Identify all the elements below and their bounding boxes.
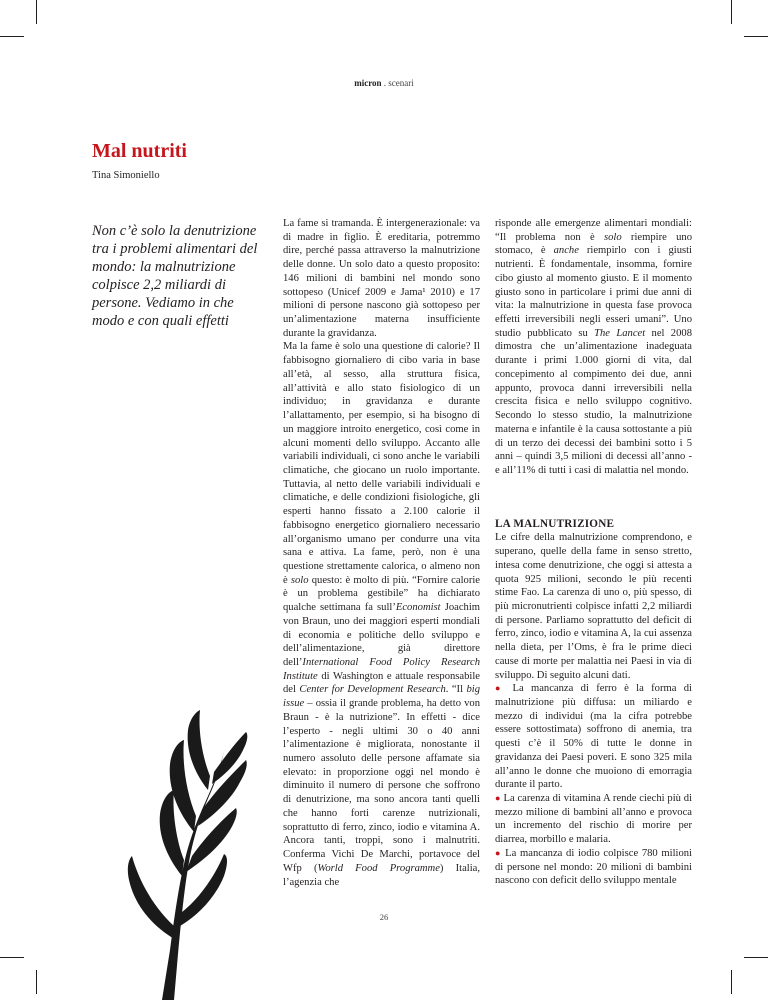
body-column-2 <box>495 217 692 887</box>
bullet-icon: ● <box>495 683 506 694</box>
text-run: La mancanza di ferro è la forma di malnutrizione più diffusa: un miliardo e mezzo di individui (ma la cifra potrebbe essere sottostimata) soffrono di anemia, tra questi c’è il 50% di tutte le donne in gravidanza dei Paesi poveri. E sono 325 mila all’anno le donne che muoiono di emorragia durante il parto. <box>495 683 693 791</box>
bullet-item <box>495 792 692 847</box>
emphasis: World Food Programme <box>317 862 440 874</box>
body-column-1 <box>283 217 480 887</box>
crop-mark <box>731 0 732 24</box>
paragraph <box>495 217 692 478</box>
bullet-icon: ● <box>495 847 502 858</box>
emphasis: solo <box>603 231 622 243</box>
crop-mark <box>744 36 768 37</box>
header-separator: . <box>381 78 389 88</box>
bullet-item <box>495 682 692 792</box>
article-title: Mal nutriti <box>92 140 187 162</box>
text-run: – ossia il grande problema, ha detto von Braun - è la nutrizione”. In effetti - dice l’esperto - negli ultimi 30 o 40 anni l’alimentazione è migliorata, nonostante il numero assoluto delle persone affamate sia elevato: in proporzione oggi nel mondo è diminuito il numero di persone che soffrono di denutrizione, ma sono ancora tanti quelli che hanno forti carenze nutrizionali, soprattutto di ferro, zinco, iodio e vitamina A. Ancora tanti, troppi, sono i malnutriti. Conferma Vichi De Marchi, portavoce del Wfp ( <box>283 698 480 874</box>
crop-mark <box>36 970 37 994</box>
wheat-leaf-icon <box>70 650 250 1000</box>
emphasis: International Food Policy Research Institute <box>283 657 480 682</box>
text-run: riempire uno stomaco, è <box>495 231 692 257</box>
text-run: riempirlo con i giusti nutrienti. È fondamentale, insomma, fornire cibo giusto al momento giusto. E il momento giusto sono in particolare i primi due anni di vita: la malnutrizione in questa fase provoca effetti irreversibili negli esseri umani”. Uno studio pubblicato su <box>495 245 692 339</box>
section-heading: LA MALNUTRIZIONE <box>495 517 615 530</box>
emphasis: The Lancet <box>594 327 646 339</box>
text-run: ) Italia, l’agenzia che <box>283 862 481 888</box>
article-lede: Non c’è solo la denutrizione tra i problemi alimentari del mondo: la malnutrizione colpisce 2,2 miliardi di persone. Vediamo in che modo e con quali effetti <box>92 223 258 329</box>
paragraph: La fame si tramanda. È intergenerazionale: va di madre in figlio. È ereditaria, potremmo dire, perché passa attraverso la malnutrizione delle donne. Un solo dato a questo proposito: 146 milioni di bambini nel mondo sono sottopeso (Unicef 2009 e Jama¹ 2010) e 17 milioni di persone nascono già sottopeso per un’alimentazione materna insufficiente durante la gravidanza. <box>283 218 480 339</box>
emphasis: Economist <box>395 602 441 614</box>
text-run: risponde alle emergenze alimentari mondiali: “Il problema non è <box>495 218 692 243</box>
paragraph <box>283 340 480 889</box>
running-header <box>0 78 768 88</box>
crop-mark <box>0 36 24 37</box>
bullet-icon: ● <box>495 793 501 804</box>
crop-mark <box>744 957 768 958</box>
emphasis: anche <box>553 245 579 257</box>
page-number: 26 <box>379 912 389 922</box>
header-section: scenari <box>388 78 414 88</box>
emphasis: solo <box>290 574 309 586</box>
text-run: Joachim von Braun, uno dei maggiori esperti mondiali di economia e politiche dello sviluppo e dell’alimentazione, già direttore dell’ <box>283 602 481 668</box>
text-run: nel 2008 dimostra che un’alimentazione inadeguata durante i primi 1.000 giorni di vita, dal concepimento al compimento dei due, anni appunto, provoca danni irreversibili nella crescita fisica e nello sviluppo cognitivo. Secondo lo stesso studio, la malnutrizione materna e infantile è la causa sottostante a più di un terzo dei decessi dei bambini sotto i 5 anni – quindi 3,5 milioni di decessi all’anno - e all’11% di tutti i casi di malattia nel mondo. <box>495 327 692 476</box>
text-run: questo: è molto di più. “Fornire calorie è un problema gestibile” ha dichiarato qualche settimana fa sull’ <box>283 574 480 614</box>
text-run: La mancanza di iodio colpisce 780 milioni di persone nel mondo: 20 milioni di bambini nascono con deficit dello sviluppo mentale <box>495 847 693 887</box>
text-run: . “Il <box>445 684 467 696</box>
emphasis: big issue <box>283 684 480 710</box>
crop-mark <box>36 0 37 24</box>
bullet-item <box>495 847 692 888</box>
text-run: di Washington e attuale responsabile del <box>283 670 480 696</box>
header-brand: micron <box>354 78 382 88</box>
crop-mark <box>0 957 24 958</box>
emphasis: Center for Development Research <box>299 684 446 696</box>
paragraph: Le cifre della malnutrizione comprendono, e superano, quelle della fame in senso stretto, intesa come denutrizione, che oggi si attesta a quota 925 milioni, secondo le più recenti stime Fao. La carenza di uno o, più spesso, di più micronutrienti colpisce infatti 2,2 miliardi di persone. Parliamo soprattutto del deficit di ferro, zinco, iodio e vitamina A, la cui assenza nella dieta, per l’Oms, è fra le prime dieci cause di morte per malattia nei Paesi in via di sviluppo. Di seguito alcuni dati. <box>495 532 692 681</box>
article-author: Tina Simoniello <box>92 170 160 181</box>
text-run: La carenza di vitamina A rende ciechi più di mezzo milione di bambini all’anno e provoca un incremento del rischio di morire per diarrea, morbillo e malaria. <box>495 793 693 846</box>
crop-mark <box>731 970 732 994</box>
text-run: Ma la fame è solo una questione di calorie? Il fabbisogno giornaliero di cibo varia in base all’età, al sesso, alla struttura fisica, all’attività e allo stato fisiologico di un individuo; in gravidanza e durante l’allattamento, per esempio, si ha bisogno di un maggiore introito energetico, così come in alcuni momenti dello sviluppo. Accanto alle variabili individuali, ci sono anche le variabili climatiche, che giocano un ruolo importante. Tuttavia, al netto delle variabili individuali e climatiche, e delle condizioni fisiologiche, gli esperti hanno fissato a 2.100 calorie il fabbisogno energetico giornaliero necessario all’organismo umano per condurre una vita sana e attiva. La fame, però, non è una questione strettamente calorica, o almeno non è <box>283 341 480 586</box>
